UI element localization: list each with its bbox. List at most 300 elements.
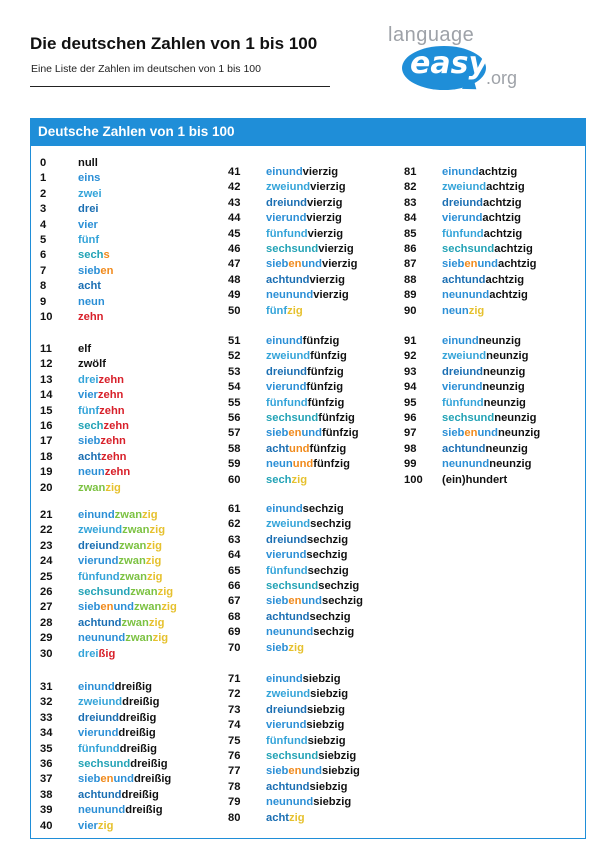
language-easy-logo[interactable] [388, 24, 528, 98]
number-word [266, 242, 354, 257]
word-part: zweiund [442, 181, 487, 194]
word-part: einund [78, 509, 115, 521]
word-part: vierund [266, 381, 307, 394]
number-digit: 19 [40, 466, 53, 479]
word-part: dreißig [130, 757, 168, 770]
number-digit: 77 [228, 765, 241, 778]
word-part: neunund [78, 804, 126, 817]
word-part: dreißig [119, 742, 157, 755]
word-part: en [288, 765, 302, 778]
number-digit: 23 [40, 539, 53, 552]
word-part: achtund [442, 273, 486, 286]
word-part: zig [288, 641, 304, 654]
word-part: siebzig [306, 719, 345, 732]
number-digit: 65 [228, 564, 241, 577]
word-part: zwan [133, 601, 162, 614]
word-part: acht [266, 811, 290, 824]
number-word [442, 180, 525, 195]
number-digit: 70 [228, 641, 241, 654]
word-part: zwei [78, 187, 102, 200]
number-word [78, 680, 152, 695]
word-part: dreiund [266, 365, 308, 378]
word-part: zig [291, 473, 308, 486]
number-digit: 85 [404, 227, 417, 240]
word-part: zig [145, 555, 162, 568]
number-word [266, 564, 349, 579]
number-digit: 61 [228, 503, 241, 515]
number-word [78, 156, 98, 171]
number-digit: 43 [228, 196, 241, 209]
number-digit: 1 [40, 172, 47, 185]
word-part: zehn [99, 404, 125, 417]
word-part: neunzig [485, 442, 528, 455]
number-digit: 7 [40, 264, 47, 277]
word-part: zig [148, 616, 165, 629]
number-digit: 30 [40, 647, 53, 660]
number-digit: 54 [228, 381, 241, 394]
word-part: sechzig [302, 503, 344, 515]
number-word [78, 570, 163, 585]
number-word [442, 426, 540, 441]
word-part: neun [442, 304, 469, 317]
number-digit: 49 [228, 289, 241, 302]
word-part: zig [149, 524, 166, 537]
word-part: zig [146, 570, 163, 583]
word-part: sechsund [442, 242, 495, 255]
number-digit: 93 [404, 365, 417, 378]
number-digit: 73 [228, 703, 241, 716]
number-word [266, 672, 341, 687]
number-digit: 92 [404, 350, 417, 363]
word-part: zig [287, 304, 303, 317]
number-word [266, 703, 345, 718]
word-part: sech [266, 473, 292, 486]
word-part: sechsund [266, 749, 319, 762]
word-part: achtund [266, 780, 310, 793]
word-part: zwan [130, 585, 158, 598]
number-word [78, 631, 168, 646]
word-part: zig [146, 539, 162, 552]
number-word [78, 233, 99, 248]
word-part: null [78, 157, 98, 169]
word-part: vierzig [309, 273, 345, 286]
number-digit: 66 [228, 579, 241, 592]
word-part: sechsund [78, 585, 131, 598]
number-digit: 20 [40, 481, 53, 494]
number-digit: 35 [40, 742, 53, 755]
number-word [266, 533, 348, 548]
number-word [266, 288, 349, 303]
number-word [78, 357, 106, 372]
word-part: zwan [118, 555, 146, 568]
word-part: achtzig [478, 166, 518, 178]
word-part: und [477, 427, 498, 440]
word-part: eins [78, 172, 101, 185]
word-part: achtzig [497, 258, 537, 271]
number-digit: 94 [404, 381, 417, 394]
number-digit: 86 [404, 242, 417, 255]
number-word [442, 227, 522, 242]
number-word [442, 273, 524, 288]
word-part: fünfzig [313, 458, 350, 471]
word-part: neunzig [478, 335, 521, 347]
number-word [442, 380, 525, 395]
number-digit: 69 [228, 626, 241, 639]
word-part: neunzig [482, 381, 525, 394]
word-part: fünfzig [307, 365, 344, 378]
word-part: vierund [266, 212, 307, 225]
number-digit: 67 [228, 595, 241, 608]
word-part: siebzig [307, 703, 345, 716]
number-word [266, 165, 338, 180]
number-digit: 3 [40, 203, 47, 216]
word-part: fünfzig [306, 381, 344, 394]
number-digit: 22 [40, 524, 53, 537]
word-part: dreiund [442, 365, 484, 378]
number-digit: 42 [228, 181, 241, 194]
number-digit: 80 [228, 811, 241, 824]
word-part: sieb [266, 595, 289, 608]
number-digit: 53 [228, 365, 241, 378]
number-digit: 60 [228, 473, 241, 486]
word-part: sechzig [310, 518, 352, 531]
word-part: achtund [266, 273, 310, 286]
word-part: fünfzig [302, 335, 340, 347]
word-part: zig [97, 819, 114, 832]
word-part: zweiund [442, 350, 487, 363]
word-part: zwan [121, 616, 149, 629]
number-word [442, 165, 517, 180]
number-word [266, 749, 356, 764]
word-part: fünfund [266, 227, 308, 240]
word-part: sieb [78, 601, 101, 614]
word-part: sechzig [306, 549, 348, 562]
word-part: vierzig [307, 196, 343, 209]
number-word [78, 404, 125, 419]
word-part: fünf [78, 404, 100, 417]
number-word [442, 288, 528, 303]
word-part: sechzig [307, 533, 349, 546]
number-digit: 2 [40, 187, 47, 200]
word-part: einund [442, 166, 479, 178]
word-part: und [477, 258, 498, 271]
number-word [78, 450, 127, 465]
word-part: einund [442, 335, 479, 347]
word-part: fünfund [442, 227, 484, 240]
number-word [78, 481, 121, 496]
word-part: fünfund [266, 564, 308, 577]
word-part: zwan [114, 509, 143, 521]
number-word [266, 764, 360, 779]
word-part: achtund [78, 788, 122, 801]
word-part: en [288, 258, 302, 271]
number-digit: 51 [228, 335, 241, 347]
word-part: acht [78, 450, 102, 463]
number-digit: 91 [404, 335, 417, 347]
word-part: neun [78, 295, 105, 308]
number-digit: 41 [228, 166, 241, 178]
number-digit: 83 [404, 196, 417, 209]
number-word [78, 585, 173, 600]
word-part: en [100, 773, 114, 786]
word-part: neunund [266, 289, 314, 302]
number-digit: 4 [40, 218, 47, 231]
number-digit: 96 [404, 411, 417, 424]
number-word [442, 242, 533, 257]
number-word [78, 508, 158, 523]
number-word [266, 396, 344, 411]
number-word [266, 349, 347, 364]
word-part: einund [266, 503, 303, 515]
word-part: dreiund [442, 196, 484, 209]
number-digit: 63 [228, 533, 241, 546]
number-digit: 89 [404, 289, 417, 302]
word-part: sieb [266, 258, 289, 271]
number-word [78, 279, 101, 294]
word-part: siebzig [310, 688, 349, 701]
word-part: zwan [119, 539, 147, 552]
number-digit: 44 [228, 212, 241, 225]
number-digit: 6 [40, 249, 47, 262]
word-part: und [113, 773, 134, 786]
word-part: dreiund [78, 711, 120, 724]
number-word [266, 548, 347, 563]
word-part: vierzig [313, 289, 349, 302]
word-part: zwan [78, 481, 106, 494]
number-word [442, 396, 526, 411]
word-part: sieb [78, 435, 101, 448]
number-digit: 88 [404, 273, 417, 286]
word-part: neunzig [486, 350, 529, 363]
word-part: vierund [78, 727, 119, 740]
number-word [266, 457, 350, 472]
word-part: vierzig [318, 242, 354, 255]
number-word [266, 180, 346, 195]
word-part: fünf [78, 233, 100, 246]
word-part: sech [78, 249, 104, 262]
word-part: neunund [442, 289, 490, 302]
word-part: vierund [266, 549, 307, 562]
number-digit: 62 [228, 518, 241, 531]
number-word [266, 502, 344, 517]
word-part: neunzig [489, 458, 532, 471]
word-part: zwan [125, 632, 153, 645]
word-part: achtzig [485, 273, 525, 286]
number-digit: 78 [228, 780, 241, 793]
number-word [442, 457, 532, 472]
word-part: zwan [119, 570, 147, 583]
word-part: siebzig [318, 749, 357, 762]
number-word [442, 257, 537, 272]
panel-title: Deutsche Zahlen von 1 bis 100 [30, 118, 586, 146]
word-part: acht [78, 280, 102, 293]
number-digit: 8 [40, 280, 47, 293]
word-part: achtzig [486, 181, 525, 194]
word-part: en [464, 258, 478, 271]
word-part: zig [105, 481, 121, 494]
number-digit: 5 [40, 233, 47, 246]
word-part: und [113, 601, 134, 614]
word-part: dreißig [125, 804, 163, 817]
number-word [78, 295, 105, 310]
number-word [266, 304, 303, 319]
word-part: und [301, 258, 322, 271]
number-word [78, 647, 115, 662]
number-word [78, 419, 129, 434]
word-part: fünfund [266, 396, 308, 409]
number-word [78, 772, 171, 787]
number-word [78, 819, 113, 834]
word-part: fünfzig [318, 411, 355, 424]
number-digit: 12 [40, 358, 53, 371]
number-word [78, 187, 102, 202]
word-part: siebzig [302, 673, 341, 685]
word-part: sieb [442, 427, 465, 440]
number-digit: 17 [40, 435, 53, 448]
number-word [266, 227, 343, 242]
word-part: fünfund [266, 734, 308, 747]
word-part: sechzig [318, 579, 360, 592]
word-part: fünfzig [309, 442, 347, 455]
number-digit: 79 [228, 796, 241, 809]
word-part: dreiund [78, 539, 120, 552]
word-part: vierund [442, 212, 483, 225]
word-part: zweiund [78, 696, 123, 709]
number-word [266, 594, 363, 609]
number-word [78, 742, 157, 757]
number-word [78, 248, 110, 263]
number-word [442, 473, 507, 488]
logo-text-top: language [388, 24, 475, 46]
number-digit: 90 [404, 304, 417, 317]
number-digit: 59 [228, 458, 241, 471]
number-digit: 38 [40, 788, 53, 801]
word-part: achtzig [489, 289, 528, 302]
word-part: neunund [442, 458, 490, 471]
number-digit: 9 [40, 295, 47, 308]
word-part: siebzig [309, 780, 348, 793]
logo-text-main: easy [410, 46, 489, 81]
number-word [266, 579, 359, 594]
number-digit: 75 [228, 734, 241, 747]
word-part: einund [266, 335, 303, 347]
word-part: sechzig [309, 610, 351, 623]
number-digit: 58 [228, 442, 241, 455]
word-part: zig [157, 585, 174, 598]
word-part: und [292, 458, 314, 471]
number-digit: 74 [228, 719, 241, 732]
word-part: neun [78, 466, 105, 479]
number-digit: 32 [40, 696, 53, 709]
word-part: zehn [103, 419, 129, 432]
word-part: neunzig [483, 365, 526, 378]
word-part: acht [266, 442, 290, 455]
word-part: sechsund [266, 411, 319, 424]
number-word [78, 695, 159, 710]
number-digit: 14 [40, 389, 53, 402]
number-word [442, 334, 521, 349]
number-word [442, 365, 525, 380]
number-digit: 84 [404, 212, 417, 225]
word-part: sechzig [321, 595, 364, 608]
word-part: vier [78, 218, 98, 231]
number-word [78, 616, 164, 631]
number-word [78, 539, 162, 554]
word-part: vierzig [321, 258, 358, 271]
number-word [78, 600, 177, 615]
word-part: vierzig [302, 166, 339, 178]
number-word [266, 196, 342, 211]
word-part: achtund [266, 610, 310, 623]
word-part: sieb [442, 258, 465, 271]
number-word [266, 780, 347, 795]
word-part: neun [266, 458, 293, 471]
word-part: zweiund [78, 524, 123, 537]
word-part: zig [289, 811, 305, 824]
word-part: und [301, 427, 322, 440]
word-part: vierzig [306, 212, 342, 225]
word-part: zweiund [266, 181, 311, 194]
number-word [442, 211, 521, 226]
word-part: fünfund [78, 742, 120, 755]
number-digit: 29 [40, 632, 53, 645]
number-word [266, 426, 359, 441]
number-digit: 56 [228, 411, 241, 424]
number-digit: 31 [40, 681, 53, 693]
word-part: achtzig [483, 227, 523, 240]
page-subtitle: Eine Liste der Zahlen im deutschen von 1 bis 100 [31, 63, 261, 75]
word-part: ßig [98, 647, 116, 660]
word-part: dreißig [122, 696, 160, 709]
number-word [78, 202, 99, 217]
number-word [266, 380, 343, 395]
word-part: neunzig [494, 411, 537, 424]
number-word [442, 196, 522, 211]
number-word [266, 811, 305, 826]
number-word [266, 365, 344, 380]
word-part: zwan [122, 524, 150, 537]
number-digit: 24 [40, 555, 53, 568]
word-part: vierzig [310, 181, 346, 194]
word-part: vier [78, 389, 98, 402]
word-part: dreißig [119, 711, 157, 724]
word-part: zweiund [266, 688, 311, 701]
word-part: sechsund [442, 411, 495, 424]
word-part: neunzig [483, 396, 526, 409]
number-digit: 64 [228, 549, 241, 562]
word-part: sechzig [313, 626, 355, 639]
word-part: sechzig [307, 564, 349, 577]
word-part: achtund [78, 616, 122, 629]
page-title: Die deutschen Zahlen von 1 bis 100 [30, 34, 318, 53]
word-part: dreiund [266, 703, 308, 716]
word-part: en [288, 595, 302, 608]
word-part: zehn [104, 466, 131, 479]
word-part: sieb [78, 264, 101, 277]
word-part: sech [78, 419, 104, 432]
number-word [78, 523, 165, 538]
word-part: fünfzig [307, 396, 345, 409]
word-part: dreiund [266, 196, 308, 209]
word-part: dreißig [121, 788, 159, 801]
number-word [78, 218, 98, 233]
number-digit: 25 [40, 570, 53, 583]
number-word [78, 310, 103, 325]
word-part: achtzig [482, 212, 521, 225]
number-word [78, 554, 161, 569]
number-word [266, 610, 351, 625]
number-word [266, 718, 344, 733]
